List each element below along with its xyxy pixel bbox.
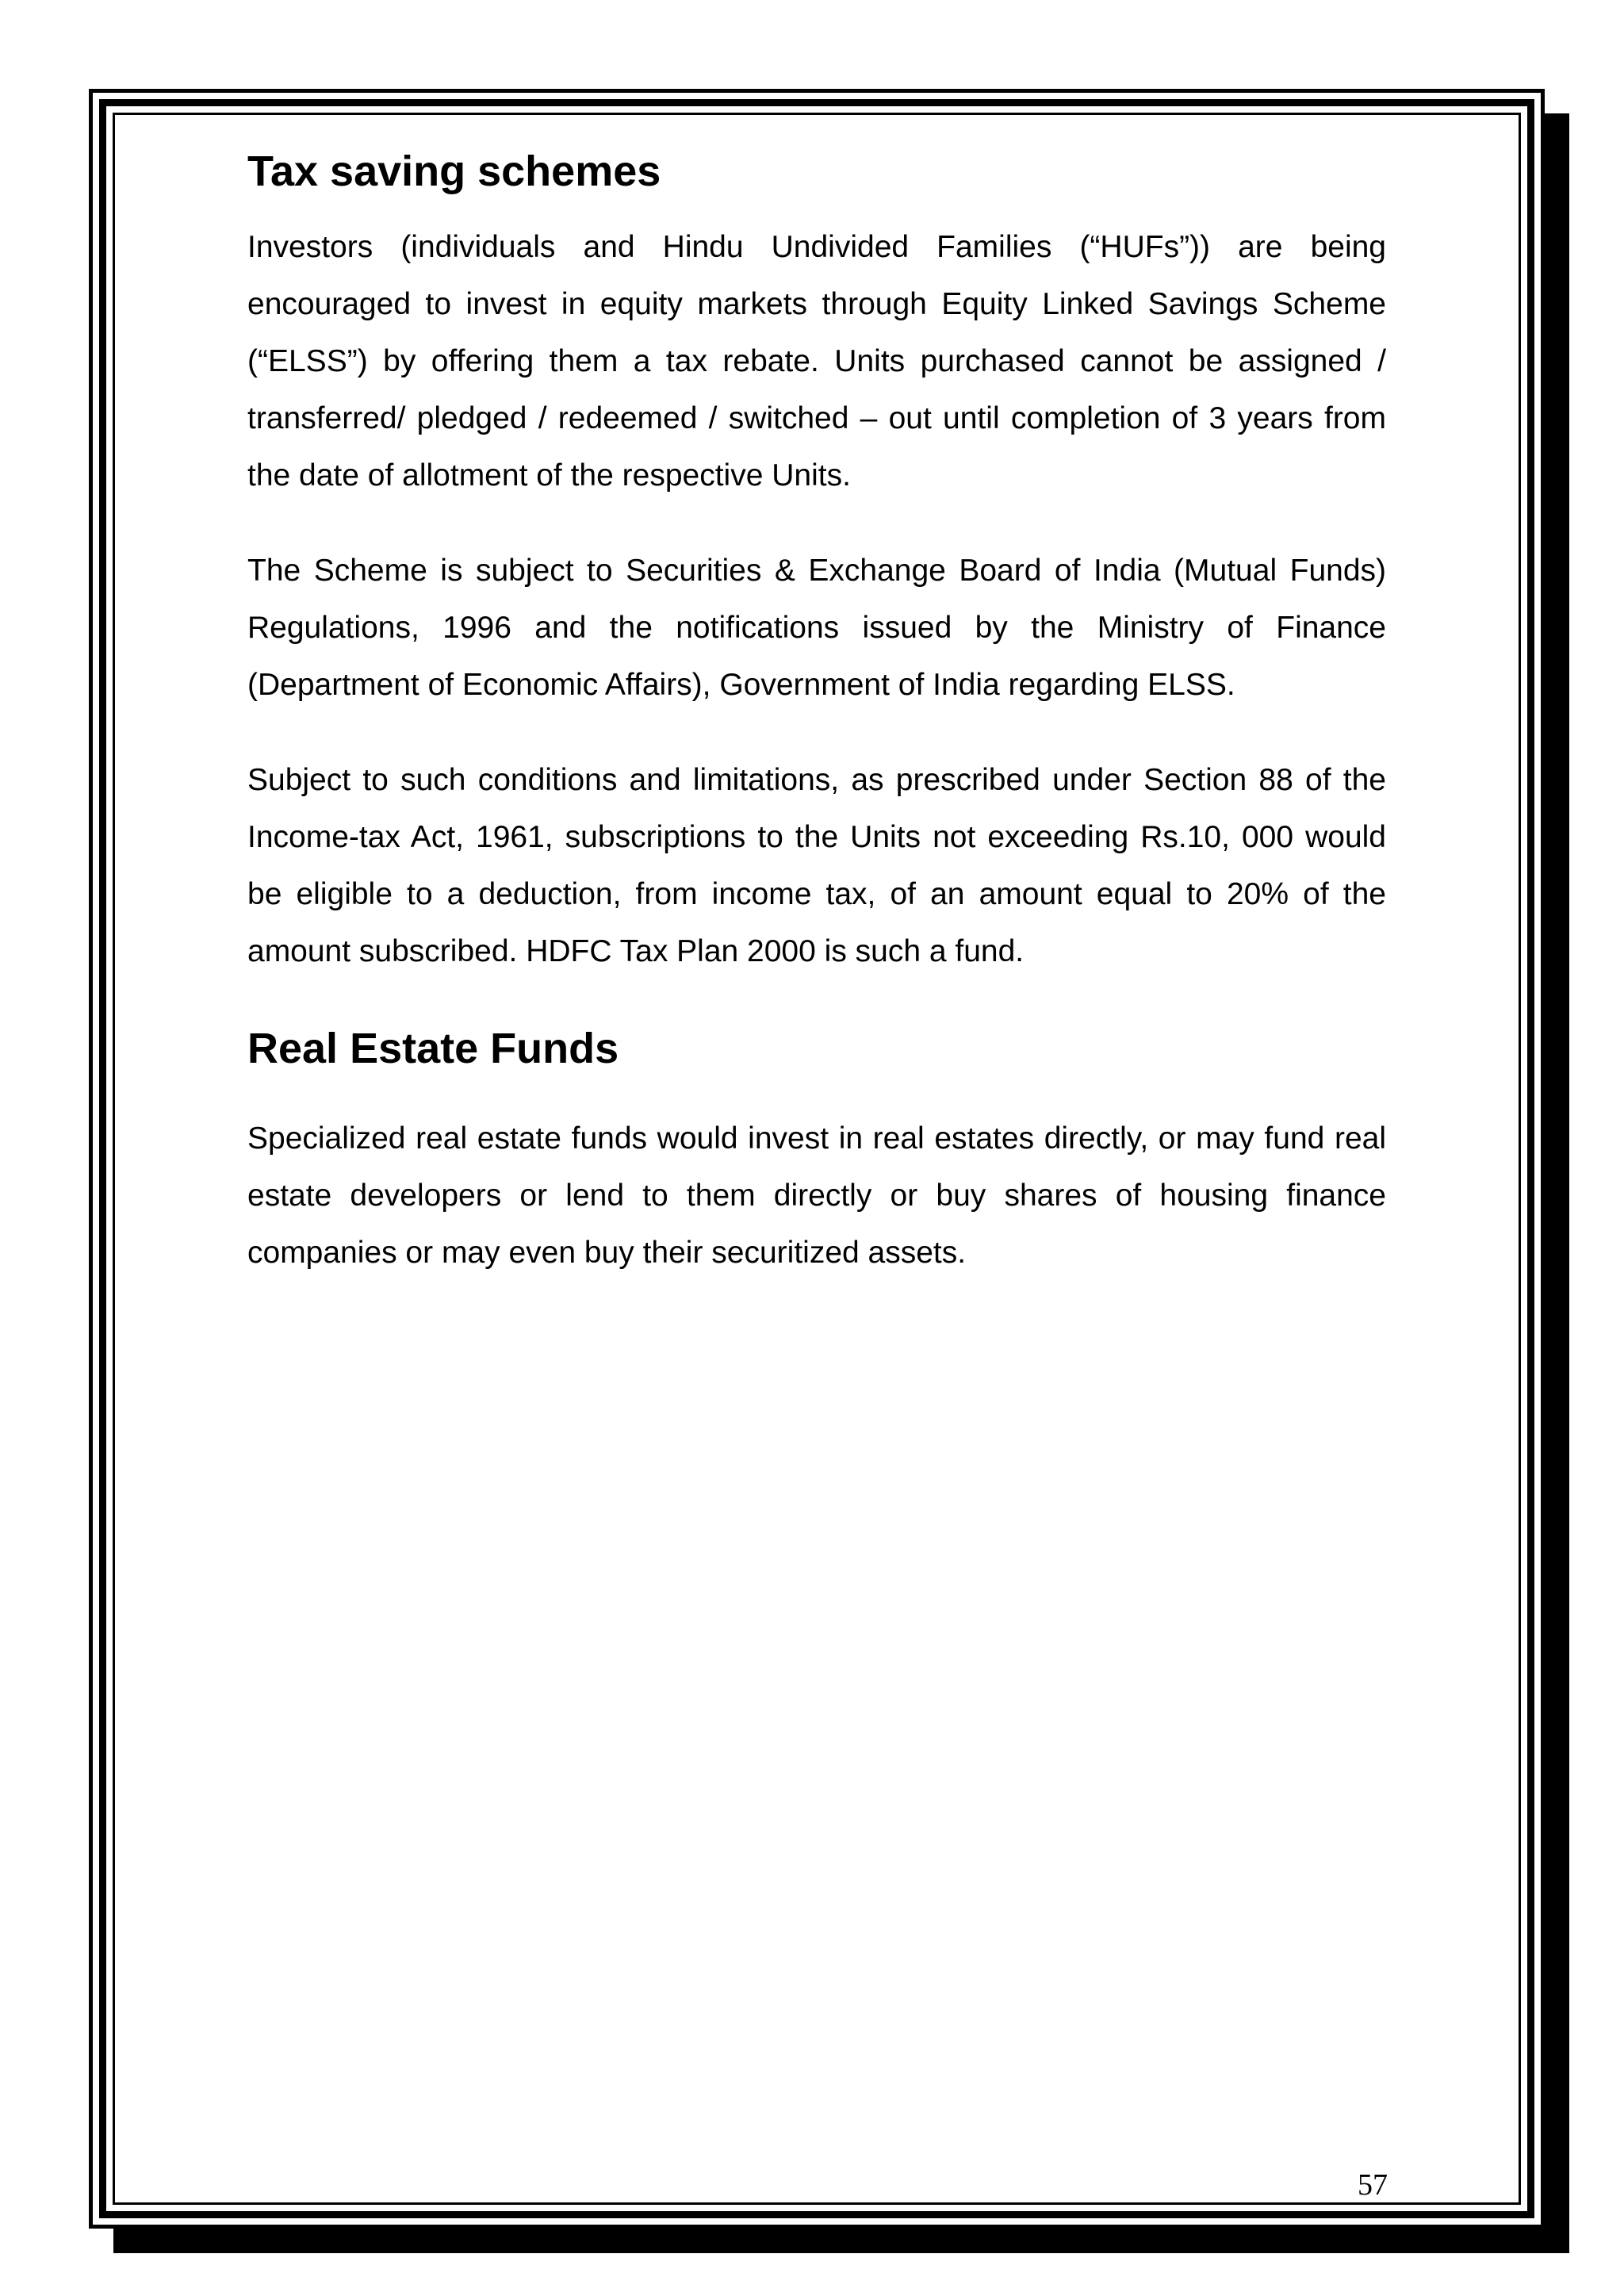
section-heading-real-estate-funds: Real Estate Funds [247, 1025, 619, 1072]
page-number: 57 [1358, 2168, 1388, 2202]
paragraph-real-estate: Specialized real estate funds would invest in real estates directly, or may fund real estate developers or lend to them directly or buy shares of housing finance companies or may even buy their securitized assets. [247, 1121, 1386, 1270]
page-content [247, 143, 1386, 1282]
section-heading-tax-saving-schemes: Tax saving schemes [247, 148, 661, 195]
paragraph-sebi-regulations: The Scheme is subject to Securities & Exchange Board of India (Mutual Funds) Regulations, 1996 and the notifications issued by the Ministry of Finance (Department of Economic Affairs), Government of India regarding ELSS. [247, 554, 1386, 702]
paragraph-elss-intro: Investors (individuals and Hindu Undivided Families (“HUFs”)) are being encouraged to invest in equity markets through Equity Linked Savings Scheme (“ELSS”) by offering them a tax rebate. Units purchased cannot be assigned / transferred/ pledged / redeemed / switched – out until completion of 3 years from the date of allotment of the respective Units. [247, 230, 1386, 493]
paragraph-section-88: Subject to such conditions and limitations, as prescribed under Section 88 of the Income-tax Act, 1961, subscriptions to the Units not exceeding Rs.10, 000 would be eligible to a deduction, from income tax, of an amount equal to 20% of the amount subscribed. HDFC Tax Plan 2000 is such a fund. [247, 763, 1386, 968]
